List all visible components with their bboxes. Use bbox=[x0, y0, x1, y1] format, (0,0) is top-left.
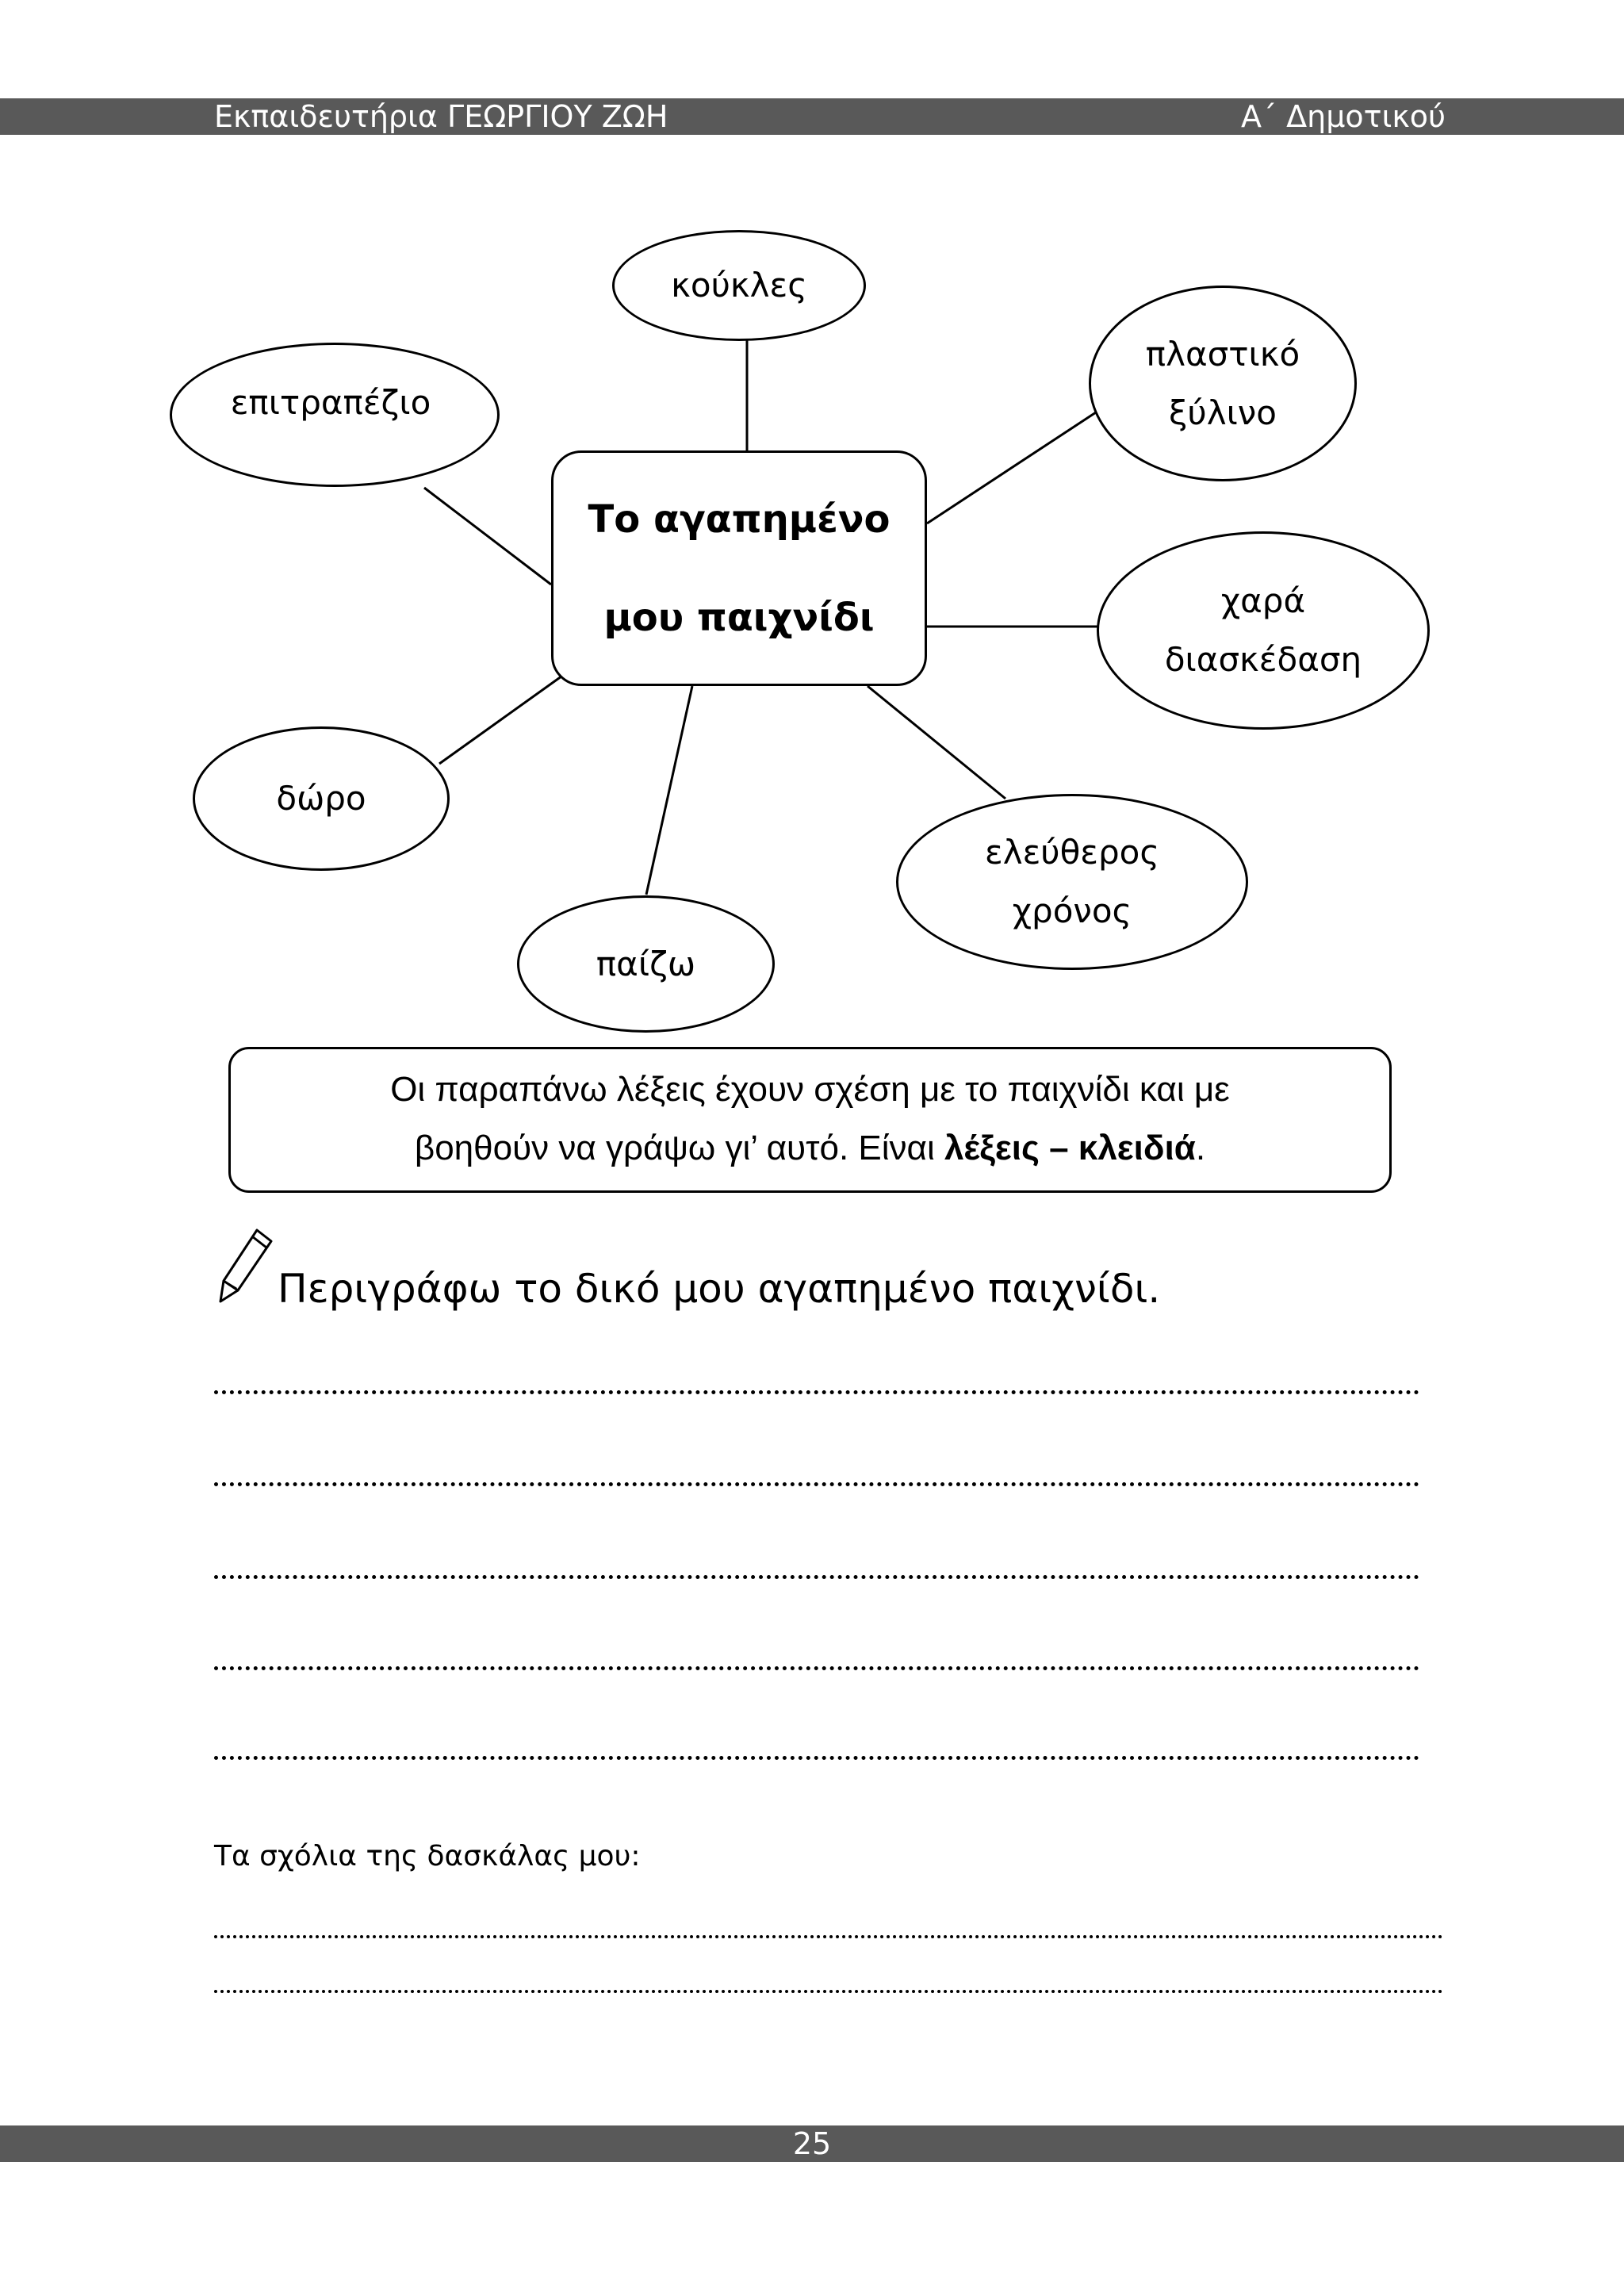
node-eleftheros bbox=[896, 794, 1248, 970]
node-xara bbox=[1097, 531, 1430, 730]
node-text: χαρά bbox=[1220, 581, 1306, 620]
writing-line-3[interactable] bbox=[214, 1574, 1419, 1579]
key-words-emphasis: λέξεις – κλειδιά bbox=[944, 1129, 1196, 1167]
info-line-2-suffix: . bbox=[1195, 1129, 1206, 1167]
node-text: χρόνος bbox=[1012, 891, 1132, 930]
writing-line-2[interactable] bbox=[214, 1481, 1419, 1486]
writing-line-1[interactable] bbox=[214, 1389, 1419, 1394]
node-koukles bbox=[612, 230, 866, 341]
info-line-2 bbox=[231, 1119, 1389, 1178]
key-words-info-box bbox=[228, 1047, 1392, 1193]
node-doro bbox=[193, 726, 450, 871]
node-text: ξύλινο bbox=[1169, 393, 1277, 432]
node-plastiko bbox=[1089, 286, 1357, 481]
pencil-icon bbox=[219, 1225, 276, 1305]
comment-line-2[interactable] bbox=[214, 1988, 1443, 1993]
info-line-2-prefix: βοηθούν να γράψω γι’ αυτό. Είναι bbox=[414, 1129, 944, 1167]
node-text: πλαστικό bbox=[1145, 334, 1300, 374]
connector-plastiko bbox=[927, 411, 1098, 523]
footer-bar bbox=[0, 2125, 1624, 2162]
connector-eleftheros bbox=[868, 686, 1005, 799]
info-line-1: Οι παραπάνω λέξεις έχουν σχέση με το παιχνίδι και με bbox=[390, 1070, 1230, 1109]
comment-line-1[interactable] bbox=[214, 1934, 1443, 1938]
school-name: Εκπαιδευτήρια ΓΕΩΡΓΙΟΥ ΖΩΗ bbox=[214, 99, 668, 134]
teacher-comments-label: Τα σχόλια της δασκάλας μου: bbox=[214, 1840, 641, 1872]
node-text: παίζω bbox=[596, 944, 696, 983]
writing-line-4[interactable] bbox=[214, 1665, 1419, 1670]
node-text: ελεύθερος bbox=[985, 833, 1159, 872]
center-text: μου παιχνίδι bbox=[603, 595, 875, 640]
node-text: διασκέδαση bbox=[1164, 640, 1362, 679]
word-map-diagram bbox=[0, 0, 1624, 1047]
node-text: δώρο bbox=[276, 779, 366, 818]
writing-prompt: Περιγράφω το δικό μου αγαπημένο παιχνίδι. bbox=[278, 1266, 1161, 1312]
center-node bbox=[551, 450, 927, 686]
connector-epitrapezio bbox=[424, 488, 551, 585]
node-text: επιτραπέζιο bbox=[230, 383, 431, 422]
node-paizo bbox=[517, 895, 775, 1033]
node-text: κούκλες bbox=[671, 266, 807, 305]
connector-paizo bbox=[646, 686, 692, 895]
writing-line-5[interactable] bbox=[214, 1755, 1419, 1760]
connector-doro bbox=[439, 674, 565, 764]
center-text: Το αγαπημένο bbox=[588, 496, 891, 542]
grade-label: Α΄ Δημοτικού bbox=[1241, 99, 1446, 134]
page-number: 25 bbox=[792, 2126, 832, 2161]
node-epitrapezio bbox=[170, 343, 500, 487]
